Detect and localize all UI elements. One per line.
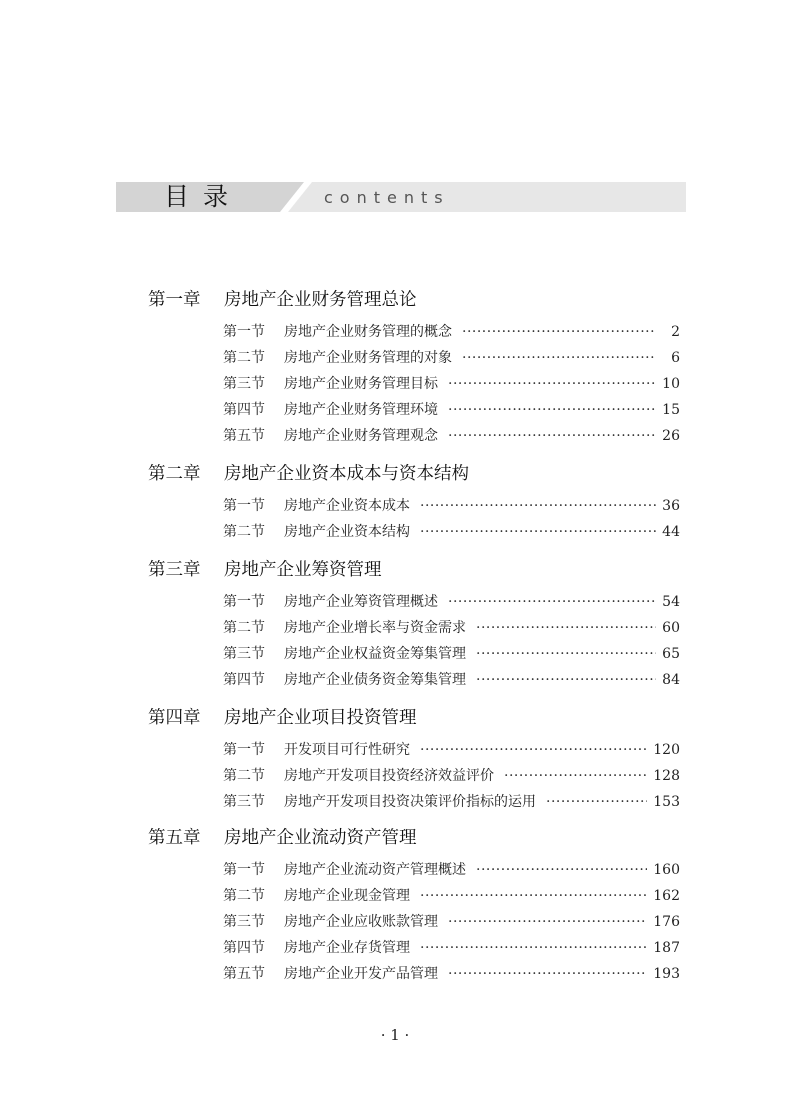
chapter-title: 房地产企业筹资管理 (224, 560, 382, 580)
dot-leader (448, 374, 656, 394)
section-number: 第三节 (223, 914, 265, 930)
section-page-number: 15 (662, 402, 680, 418)
section-number: 第一节 (223, 324, 265, 340)
chapter-heading[interactable] (148, 288, 417, 312)
dot-leader (448, 912, 647, 932)
dot-leader (420, 496, 656, 516)
toc-header-band (116, 182, 686, 212)
section-page-number: 2 (671, 324, 680, 340)
section-page-number: 84 (662, 672, 680, 688)
toc-entry[interactable] (223, 886, 680, 906)
toc-entry[interactable] (223, 964, 680, 984)
section-page-number: 60 (662, 620, 680, 636)
section-page-number: 176 (653, 914, 680, 930)
section-number: 第二节 (223, 620, 265, 636)
section-title: 房地产企业财务管理目标 (284, 376, 438, 392)
section-number: 第二节 (223, 350, 265, 366)
section-number: 第三节 (223, 376, 265, 392)
section-title: 房地产企业流动资产管理概述 (284, 862, 466, 878)
dot-leader (476, 618, 656, 638)
dot-leader (420, 938, 647, 958)
section-number: 第一节 (223, 594, 265, 610)
section-page-number: 44 (662, 524, 680, 540)
dot-leader (462, 322, 656, 342)
dot-leader (448, 964, 647, 984)
chapter-heading[interactable] (148, 462, 469, 486)
dot-leader (420, 522, 656, 542)
section-page-number: 6 (671, 350, 680, 366)
section-page-number: 26 (662, 428, 680, 444)
toc-entry[interactable] (223, 860, 680, 880)
section-title: 房地产企业开发产品管理 (284, 966, 438, 982)
dot-leader (476, 644, 656, 664)
toc-title: 目录 (164, 182, 243, 211)
section-title: 房地产企业增长率与资金需求 (284, 620, 466, 636)
toc-entry[interactable] (223, 792, 680, 812)
section-title: 房地产企业债务资金筹集管理 (284, 672, 466, 688)
dot-leader (546, 792, 647, 812)
section-title: 房地产企业权益资金筹集管理 (284, 646, 466, 662)
section-number: 第四节 (223, 940, 265, 956)
section-page-number: 160 (653, 862, 680, 878)
chapter-title: 房地产企业资本成本与资本结构 (224, 464, 469, 484)
section-number: 第二节 (223, 524, 265, 540)
chapter-heading[interactable] (148, 706, 417, 730)
toc-entry[interactable] (223, 348, 680, 368)
toc-entry[interactable] (223, 374, 680, 394)
toc-entry[interactable] (223, 912, 680, 932)
dot-leader (420, 886, 647, 906)
section-number: 第四节 (223, 402, 265, 418)
section-title: 房地产企业资本结构 (284, 524, 410, 540)
section-number: 第三节 (223, 794, 265, 810)
section-title: 房地产企业财务管理的概念 (284, 324, 452, 340)
toc-entry[interactable] (223, 496, 680, 516)
dot-leader (462, 348, 656, 368)
chapter-number: 第五章 (148, 828, 201, 848)
dot-leader (420, 740, 647, 760)
section-title: 房地产企业存货管理 (284, 940, 410, 956)
dot-leader (476, 860, 647, 880)
section-number: 第一节 (223, 742, 265, 758)
section-title: 开发项目可行性研究 (284, 742, 410, 758)
section-title: 房地产开发项目投资决策评价指标的运用 (284, 794, 536, 810)
chapter-number: 第二章 (148, 464, 201, 484)
chapter-title: 房地产企业财务管理总论 (224, 290, 417, 310)
toc-entry[interactable] (223, 592, 680, 612)
page-number: · 1 · (380, 1026, 410, 1044)
dot-leader (448, 426, 656, 446)
section-title: 房地产企业财务管理的对象 (284, 350, 452, 366)
section-page-number: 187 (653, 940, 680, 956)
section-title: 房地产开发项目投资经济效益评价 (284, 768, 494, 784)
toc-entry[interactable] (223, 618, 680, 638)
toc-entry[interactable] (223, 522, 680, 542)
toc-entry[interactable] (223, 644, 680, 664)
section-page-number: 193 (653, 966, 680, 982)
toc-entry[interactable] (223, 322, 680, 342)
section-number: 第五节 (223, 966, 265, 982)
chapter-heading[interactable] (148, 826, 417, 850)
dot-leader (476, 670, 656, 690)
section-title: 房地产企业筹资管理概述 (284, 594, 438, 610)
toc-entry[interactable] (223, 670, 680, 690)
section-number: 第三节 (223, 646, 265, 662)
section-page-number: 65 (662, 646, 680, 662)
dot-leader (448, 400, 656, 420)
chapter-number: 第三章 (148, 560, 201, 580)
chapter-number: 第四章 (148, 708, 201, 728)
section-page-number: 36 (662, 498, 680, 514)
dot-leader (448, 592, 656, 612)
section-title: 房地产企业资本成本 (284, 498, 410, 514)
toc-entry[interactable] (223, 938, 680, 958)
section-page-number: 153 (653, 794, 680, 810)
toc-subtitle: contents (324, 188, 450, 207)
section-number: 第一节 (223, 498, 265, 514)
section-page-number: 54 (662, 594, 680, 610)
section-title: 房地产企业财务管理观念 (284, 428, 438, 444)
section-title: 房地产企业财务管理环境 (284, 402, 438, 418)
section-number: 第四节 (223, 672, 265, 688)
chapter-number: 第一章 (148, 290, 201, 310)
section-title: 房地产企业现金管理 (284, 888, 410, 904)
section-number: 第二节 (223, 768, 265, 784)
section-page-number: 162 (653, 888, 680, 904)
chapter-heading[interactable] (148, 558, 382, 582)
section-number: 第一节 (223, 862, 265, 878)
section-page-number: 128 (653, 768, 680, 784)
toc-entry[interactable] (223, 400, 680, 420)
toc-entry[interactable] (223, 740, 680, 760)
section-page-number: 120 (653, 742, 680, 758)
section-page-number: 10 (662, 376, 680, 392)
toc-entry[interactable] (223, 766, 680, 786)
section-number: 第五节 (223, 428, 265, 444)
dot-leader (504, 766, 647, 786)
section-number: 第二节 (223, 888, 265, 904)
chapter-title: 房地产企业流动资产管理 (224, 828, 417, 848)
section-title: 房地产企业应收账款管理 (284, 914, 438, 930)
chapter-title: 房地产企业项目投资管理 (224, 708, 417, 728)
toc-entry[interactable] (223, 426, 680, 446)
